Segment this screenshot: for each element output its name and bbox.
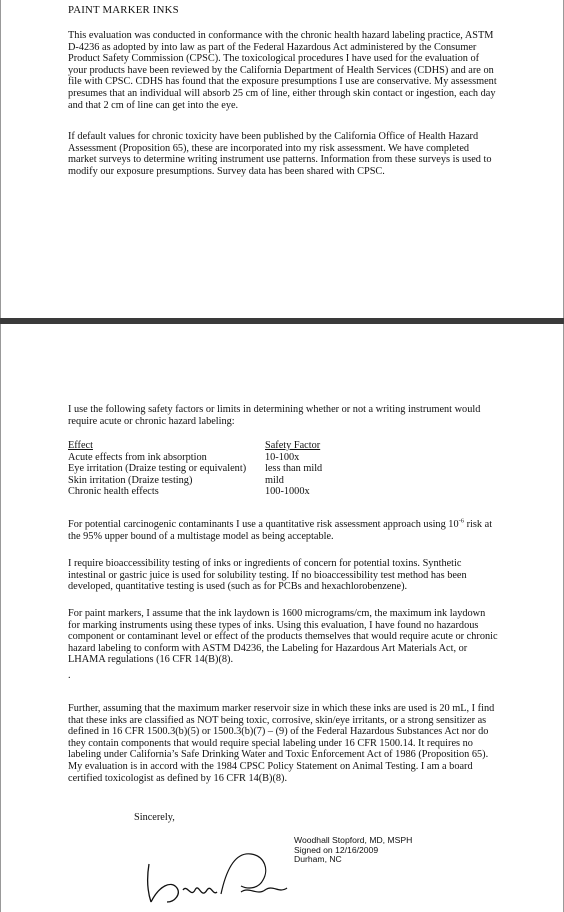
document-page-2 bbox=[0, 324, 564, 912]
table-header-row bbox=[68, 440, 385, 452]
safety-factor-table bbox=[68, 440, 385, 498]
table-row bbox=[68, 486, 385, 498]
table-row bbox=[68, 452, 385, 464]
signed-date: Signed on 12/16/2009 bbox=[294, 844, 379, 855]
paragraph-default-values: If default values for chronic toxicity have been published by the California Office of Health Hazard Assessment (Proposition 65), these are incorporated into my risk assessment. We have completed market surveys to determine writing instrument use patterns. Information from these surveys is used to modify our exposure presumptions. Survey data has been shared with CPSC. bbox=[68, 131, 492, 177]
signature-block bbox=[294, 836, 412, 865]
factor-cell: less than mild bbox=[265, 463, 323, 475]
paragraph-safety-factors-intro: I use the following safety factors or limits in determining whether or not a writing instrument would require acute or chronic hazard labeling: bbox=[68, 404, 481, 427]
handwritten-signature bbox=[141, 846, 291, 908]
header-safety-factor: Safety Factor bbox=[265, 440, 321, 451]
closing-sincerely: Sincerely, bbox=[134, 812, 175, 823]
effect-cell: Acute effects from ink absorption bbox=[68, 451, 207, 463]
paragraph-conformance: This evaluation was conducted in conformance with the chronic health hazard labeling practice, ASTM D-4236 as adopted by into law as part of the Federal Hazardous Act administered by the Consumer Product Safety Commission (CPSC). The toxicological procedures I have used for the evaluation of your products have been reviewed by the California Department of Health Services (CDHS) and are on file with CPSC. CDHS has found that the exposure presumptions I use are conservative. My assessment presumes that an individual will absorb 25 cm of line, either through skin contact or ingestion, each day and that 2 cm of line can get into the eye. bbox=[68, 30, 497, 111]
carc-text-after: risk at the 95% upper bound of a multistage model as being acceptable. bbox=[68, 519, 493, 542]
factor-cell: 100-1000x bbox=[265, 486, 310, 498]
paragraph-further: Further, assuming that the maximum marker reservoir size in which these inks are used is 20 mL, I find that these inks are classified as NOT being toxic, corrosive, skin/eye irritants, or a strong sensitizer as defined in 16 CFR 1500.3(b)(5) or 1500.3(b)(7) – (9) of the Federal Hazardous Substances Act nor do they contain components that would require special labeling under 16 CFR 1500.14. It requires no labeling under California’s Safe Drinking Water and Toxic Enforcement Act of 1986 (Proposition 65). My evaluation is in accord with the 1984 CPSC Policy Statement on Animal Testing. I am a board certified toxicologist as defined by 16 CFR 14(B)(8). bbox=[68, 703, 495, 784]
factor-cell: mild bbox=[265, 474, 284, 486]
table-row bbox=[68, 475, 385, 487]
effect-cell: Skin irritation (Draize testing) bbox=[68, 474, 193, 486]
document-page-1 bbox=[0, 0, 564, 318]
signer-name: Woodhall Stopford, MD, MSPH bbox=[294, 835, 413, 845]
carc-exponent: -6 bbox=[458, 517, 465, 525]
stray-period: . bbox=[68, 670, 71, 681]
document-title: PAINT MARKER INKS bbox=[68, 4, 179, 16]
header-effect: Effect bbox=[68, 440, 93, 451]
factor-cell: 10-100x bbox=[265, 451, 300, 463]
paragraph-bioaccessibility: I require bioaccessibility testing of inks or ingredients of concern for potential toxins. Synthetic intestinal or gastric juice is used for solubility testing. If no bioaccessibility test method has been developed, quantitative testing is used (such as for PCBs and hexachlorobenzene). bbox=[68, 558, 467, 593]
carc-text-before: For potential carcinogenic contaminants I use a quantitative risk assessment approach using 10 bbox=[68, 519, 459, 530]
effect-cell: Eye irritation (Draize testing or equivalent) bbox=[68, 463, 247, 475]
paragraph-carcinogenic bbox=[68, 519, 498, 542]
signer-location: Durham, NC bbox=[294, 854, 342, 865]
effect-cell: Chronic health effects bbox=[68, 486, 159, 498]
table-row bbox=[68, 463, 385, 475]
paragraph-paint-markers: For paint markers, I assume that the ink laydown is 1600 micrograms/cm, the maximum ink laydown for marking instruments using these types of inks. Using this evaluation, I have found no hazardous component or contaminant level or effect of the products themselves that would require acute or chronic hazard labeling to conform with ASTM D4236, the Labeling for Hazardous Art Materials Act, or LHAMA regulations (16 CFR 14(B)(8). bbox=[68, 608, 498, 666]
